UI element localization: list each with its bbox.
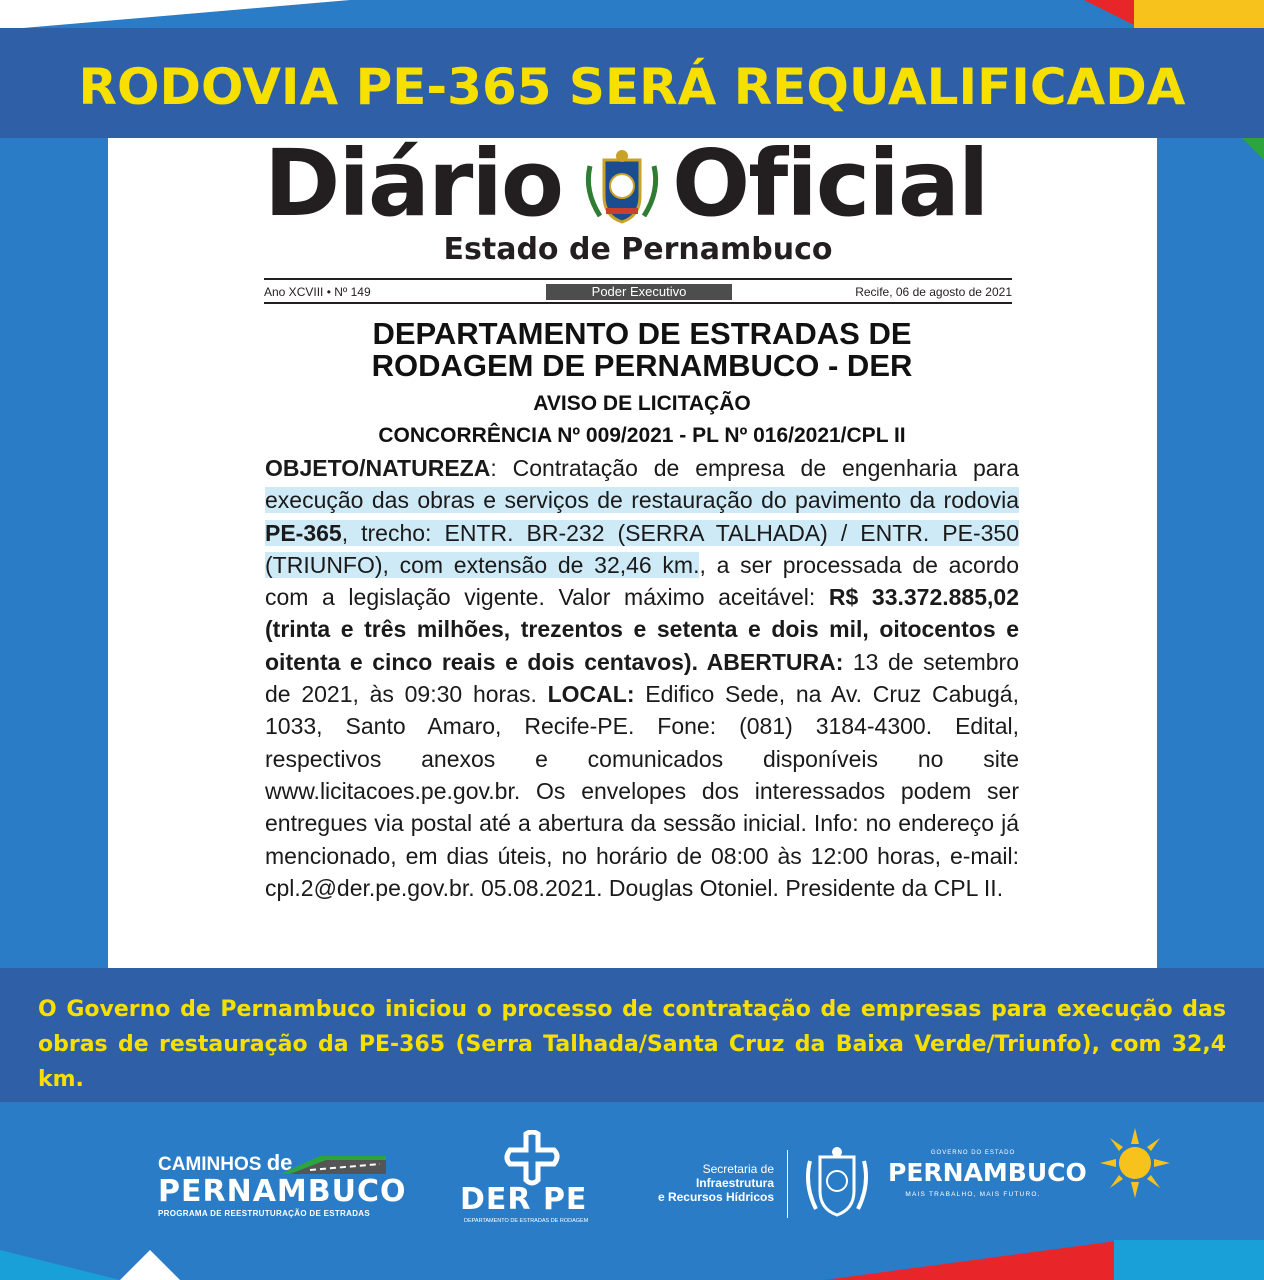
caminhos-pernambuco-word: PERNAMBUCO <box>158 1174 407 1209</box>
pernambuco-wordmark: PERNAMBUCO <box>888 1158 1087 1187</box>
notice-text-a: : Contratação de empresa de engenharia para <box>490 455 1019 481</box>
notice-body <box>265 452 1019 904</box>
highlighted-text-2: , trecho: ENTR. BR-232 (SERRA TALHADA) / ENTR. PE-350 (TRIUNFO), com extensão de 32,46 km. <box>265 519 1019 578</box>
caminhos-word: CAMINHOS <box>158 1154 262 1175</box>
object-label: OBJETO/NATUREZA <box>265 455 491 481</box>
notice-text-c: 13 de setembro de 2021, às 09:30 horas. <box>265 648 1019 708</box>
local-label: LOCAL: <box>547 681 635 708</box>
edition-date: Recife, 06 de agosto de 2021 <box>855 285 1012 299</box>
section-label: Poder Executivo <box>546 284 732 300</box>
secretaria-line-2: Infraestrutura <box>695 1176 774 1190</box>
pernambuco-seal-icon <box>802 1145 872 1223</box>
summary-line-1: O Governo de Pernambuco iniciou o processo de contratação de empresas para execução das <box>38 997 1226 1022</box>
caminhos-tagline: PROGRAMA DE REESTRUTURAÇÃO DE ESTRADAS <box>158 1209 371 1218</box>
edition-bar <box>264 278 1012 304</box>
notice-text-b: , a ser processada de acordo com a legislação vigente. Valor máximo aceitável: <box>265 551 1020 611</box>
masthead <box>264 130 1012 276</box>
masthead-title-part1: Diário <box>264 130 563 237</box>
department-title <box>264 318 1020 382</box>
notice-text-d: Edifico Sede, na Av. Cruz Cabugá, 1033, Santo Amaro, Recife-PE. Fone: (081) 3184-4300. Edital, respectivos anexos e comunicados disponíveis no site www.licitacoes.pe.gov.br. Os envelopes dos interessados podem ser entregues via postal até a abertura da sessão inicial. Info: no endereço já mencionado, em dias úteis, no horário de 08:00 às 12:00 horas, e-mail: cpl.2@der.pe.gov.br. 05.08.2021. Douglas Otoniel. Presidente da CPL II. <box>265 681 1019 901</box>
edition-number: Ano XCVIII • Nº 149 <box>264 285 371 299</box>
pernambuco-slogan: MAIS TRABALHO, MAIS FUTURO. <box>905 1191 1041 1198</box>
road-icon <box>280 1152 386 1174</box>
highlighted-text-1: execução das obras e serviços de restauração do pavimento da rodovia <box>265 487 1019 514</box>
secretaria-line-3: e Recursos Hídricos <box>657 1190 774 1204</box>
corner-decoration-white-bottom <box>120 1250 180 1280</box>
der-pe-logo <box>460 1130 600 1225</box>
department-line-1: DEPARTAMENTO DE ESTRADAS DE <box>372 316 912 351</box>
secretaria-logo <box>650 1162 774 1204</box>
masthead-title-part2: Oficial <box>672 130 988 237</box>
corner-decoration-cyan-bottom <box>0 1250 120 1280</box>
headline: RODOVIA PE-365 SERÁ REQUALIFICADA <box>78 58 1186 116</box>
masthead-title <box>264 130 988 237</box>
sun-icon <box>1098 1126 1172 1200</box>
governo-do-estado-label: GOVERNO DO ESTADO <box>930 1150 1016 1156</box>
notice-type: AVISO DE LICITAÇÃO <box>533 392 751 415</box>
der-pe-text: DER PE <box>460 1182 588 1217</box>
logo-divider <box>787 1150 788 1218</box>
secretaria-line-1: Secretaria de <box>702 1162 774 1176</box>
summary-line-2: obras de restauração da PE-365 (Serra Talhada/Santa Cruz da Baixa Verde/Triunfo), com 32,4 km. <box>38 1032 1226 1092</box>
road-code: PE-365 <box>265 519 342 546</box>
corner-decoration-white <box>0 0 350 30</box>
corner-decoration-red-bottom <box>824 1240 1124 1280</box>
der-full-name: DEPARTAMENTO DE ESTRADAS DE RODAGEM <box>464 1218 589 1224</box>
der-cross-icon <box>504 1130 560 1186</box>
caminhos-de-word: de <box>266 1150 293 1175</box>
corner-decoration-blue-bottom <box>1114 1240 1264 1280</box>
department-line-2: RODAGEM DE PERNAMBUCO - DER <box>371 348 913 383</box>
corner-decoration-yellow <box>1134 0 1264 30</box>
coat-of-arms-icon <box>580 146 664 228</box>
summary-text <box>38 992 1226 1097</box>
max-value: R$ 33.372.885,02 (trinta e três milhões, trezentos e setenta e dois mil, oitocentos e oitenta e cinco reais e dois centavos). ABERTURA: <box>265 584 1019 675</box>
masthead-subtitle: Estado de Pernambuco <box>443 232 833 267</box>
caminhos-de-pernambuco-logo <box>158 1150 407 1225</box>
bid-reference: CONCORRÊNCIA Nº 009/2021 - PL Nº 016/2021/CPL II <box>378 424 906 447</box>
governo-pernambuco-logo <box>888 1150 1087 1198</box>
